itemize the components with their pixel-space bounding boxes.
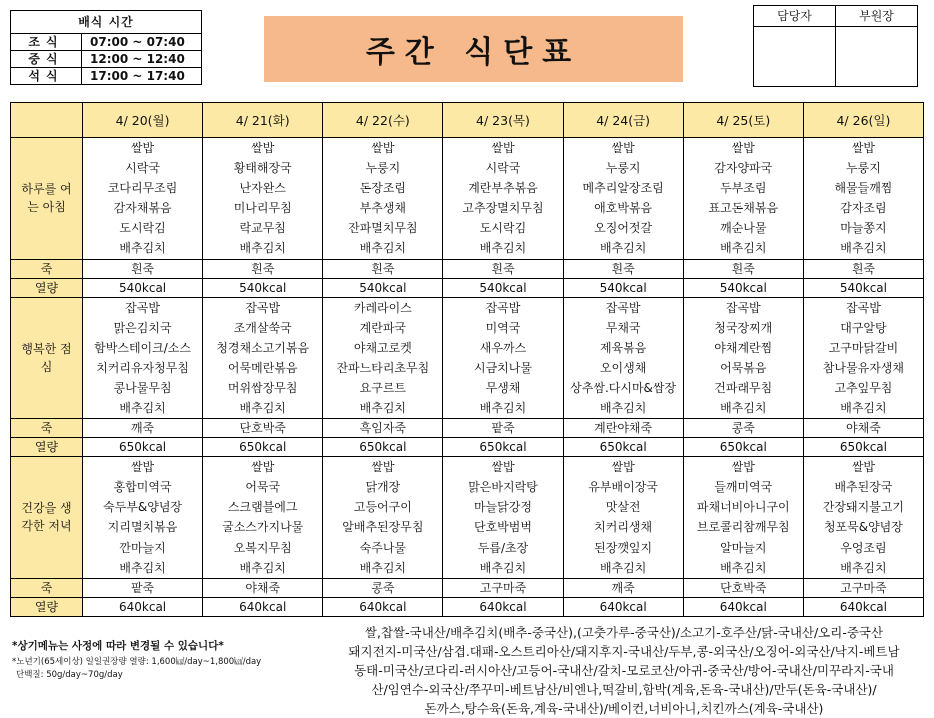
meal-day-cell (443, 457, 563, 579)
menu-item: 배추김치 (239, 401, 286, 416)
nutrition-notes (12, 656, 261, 682)
menu-item: 황태해장국 (233, 161, 292, 176)
menu-item: 배추된장국 (834, 480, 893, 495)
menu-item: 새우까스 (479, 340, 527, 355)
menu-item: 쌀밥 (611, 460, 635, 475)
menu-item: 배추김치 (359, 241, 407, 256)
approval-director-sign-area[interactable] (836, 27, 917, 86)
meal-day-cell (203, 457, 323, 579)
menu-item: 배추김치 (359, 560, 407, 575)
origin-line: 쌀,찹쌀-국내산/배추김치(배추-중국산),(고춧가루-중국산)/소고기-호주산/닭-국내산/오리-중국산 (364, 625, 884, 640)
menu-item: 도시락김 (479, 221, 527, 236)
menu-item: 쌀밥 (851, 141, 876, 155)
porridge-cell: 깨죽 (83, 419, 203, 438)
menu-item: 쌀밥 (130, 460, 155, 475)
day-header: 4/ 20(월) (83, 103, 203, 138)
menu-item: 배추김치 (479, 401, 527, 416)
origin-line: 돼지전지-미국산/삼겹.대패-오스트리아산/돼지후지-국내산/두부,콩-외국산/오징어-외국산/낙지-베트남 (348, 644, 900, 659)
calorie-cell: 540kcal (683, 278, 803, 297)
calorie-cell: 650kcal (563, 438, 683, 457)
menu-item: 오징어젓갈 (594, 221, 653, 236)
menu-item: 미역국 (485, 320, 521, 335)
calorie-label: 열량 (11, 278, 83, 297)
porridge-label: 죽 (11, 259, 83, 278)
menu-item: 표고돈채볶음 (708, 201, 779, 216)
calorie-cell: 540kcal (83, 278, 203, 297)
menu-item: 쌀밥 (611, 141, 635, 155)
menu-item: 쌀밥 (491, 141, 515, 155)
menu-item: 계란부추볶음 (468, 181, 538, 196)
approval-column-director (835, 6, 917, 86)
menu-item: 오이생채 (599, 360, 647, 375)
origin-line: 동태-미국산/코다리-러시아산/고등어-국내산/갈치-모로코산/아귀-중국산/방어-국내산/미꾸라지-국내 (354, 663, 894, 678)
menu-item: 함박스테이크/소스 (94, 340, 191, 355)
porridge-cell: 야채죽 (803, 419, 923, 438)
lunch-label: 중식 (11, 51, 82, 67)
menu-item: 간장돼지불고기 (822, 500, 904, 515)
porridge-cell: 흰죽 (203, 259, 323, 278)
meal-day-cell (83, 138, 203, 260)
menu-item: 배추김치 (359, 401, 407, 416)
porridge-cell: 팥죽 (443, 419, 563, 438)
menu-item: 야채계란찜 (714, 340, 773, 355)
meal-row (11, 457, 924, 579)
calorie-cell: 650kcal (803, 438, 923, 457)
menu-item: 시락국 (485, 161, 521, 176)
menu-item: 잡곡밥 (245, 300, 281, 315)
porridge-label: 죽 (11, 578, 83, 597)
serving-time-box (10, 10, 202, 85)
menu-item: 마늘쫑지 (840, 221, 887, 236)
menu-item: 조개살쑥국 (233, 320, 292, 335)
menu-item: 두릅/초장 (477, 540, 529, 555)
meal-day-cell (563, 138, 683, 260)
meal-label: 하루를 여는 아침 (11, 138, 83, 260)
calorie-cell: 540kcal (803, 278, 923, 297)
meal-row (11, 297, 924, 419)
calorie-label: 열량 (11, 597, 83, 616)
menu-item: 숙주나물 (359, 540, 407, 555)
calorie-cell: 640kcal (803, 597, 923, 616)
menu-item: 쌀밥 (851, 460, 876, 475)
menu-item: 도시락김 (119, 221, 166, 236)
menu-item: 배추김치 (720, 241, 767, 256)
menu-item: 쌀밥 (491, 460, 515, 475)
porridge-cell: 단호박죽 (203, 419, 323, 438)
calorie-cell: 540kcal (443, 278, 563, 297)
meal-day-cell (443, 138, 563, 260)
approval-staff-label: 담당자 (754, 6, 835, 27)
menu-item: 청국장찌개 (714, 320, 773, 335)
menu-item: 마늘닭강정 (474, 500, 532, 515)
menu-item: 어묵국 (245, 480, 281, 495)
origin-line: 돈까스,탕수육(돈육,계육-국내산)/베이컨,너비아니,치킨까스(계육-국내산) (424, 701, 824, 716)
menu-item: 들깨미역국 (714, 480, 773, 495)
lunch-time: 12:00 ~ 12:40 (90, 52, 185, 66)
calorie-row (11, 597, 924, 616)
meal-day-cell (683, 297, 803, 419)
menu-item: 돈장조림 (359, 181, 407, 196)
menu-item: 홍합미역국 (113, 480, 172, 495)
menu-item: 감자채볶음 (113, 201, 172, 216)
menu-item: 쌀밥 (731, 460, 755, 475)
menu-item: 맛살전 (605, 500, 641, 515)
menu-item: 야채고로켓 (353, 340, 412, 355)
dinner-time: 17:00 ~ 17:40 (90, 69, 185, 83)
calorie-cell: 650kcal (443, 438, 563, 457)
menu-item: 배추김치 (119, 241, 166, 256)
menu-item: 단호박범벅 (474, 520, 532, 535)
meal-day-cell (563, 457, 683, 579)
calorie-row (11, 438, 924, 457)
menu-item: 누룽지 (365, 161, 401, 176)
menu-item: 누룽지 (846, 161, 881, 176)
menu-item: 배추김치 (479, 560, 527, 575)
menu-item: 치커리생채 (594, 520, 653, 535)
menu-item: 어묵메란볶음 (227, 360, 298, 375)
porridge-cell: 콩죽 (683, 419, 803, 438)
menu-item: 배추김치 (599, 401, 647, 416)
menu-item: 코다리무조림 (107, 181, 178, 196)
origin-info (328, 623, 920, 718)
menu-item: 애호박볶음 (594, 201, 653, 216)
menu-item: 배추김치 (239, 560, 286, 575)
menu-item: 우엉조림 (840, 540, 887, 555)
meal-day-cell (803, 297, 923, 419)
menu-item: 쌀밥 (251, 460, 275, 475)
menu-item: 브로콜리참깨무침 (696, 520, 790, 535)
menu-item: 배추김치 (599, 241, 647, 256)
menu-item: 배추김치 (840, 401, 887, 416)
menu-item: 잔파멸치무침 (348, 221, 418, 236)
serving-time-title: 배식 시간 (11, 11, 201, 34)
menu-item: 누룽지 (605, 161, 641, 176)
meal-day-cell (203, 138, 323, 260)
menu-item: 시락국 (125, 161, 160, 176)
menu-item: 고구마닭갈비 (828, 340, 899, 355)
menu-item: 카레라이스 (353, 300, 412, 315)
menu-table-body (11, 103, 924, 617)
dinner-time-row (11, 67, 201, 84)
menu-item: 감자양파국 (714, 161, 773, 176)
calorie-cell: 640kcal (683, 597, 803, 616)
meal-day-cell (323, 297, 443, 419)
calorie-cell: 540kcal (563, 278, 683, 297)
menu-item: 닭개장 (365, 480, 401, 495)
menu-item: 메추리알장조림 (582, 181, 664, 196)
menu-item: 쌀밥 (731, 141, 755, 155)
porridge-cell: 흰죽 (803, 259, 923, 278)
menu-item: 쌀밥 (130, 141, 155, 155)
menu-item: 배추김치 (840, 560, 887, 575)
menu-item: 잡곡밥 (485, 300, 521, 315)
menu-item: 스크램블에그 (227, 500, 298, 515)
menu-item: 배추김치 (239, 241, 286, 256)
meal-day-cell (443, 297, 563, 419)
menu-item: 미나리무침 (233, 201, 292, 216)
day-header: 4/ 26(일) (803, 103, 923, 138)
menu-item: 난자완스 (239, 181, 286, 196)
menu-item: 파채너비아니구이 (696, 500, 790, 515)
approval-column-staff (754, 6, 835, 86)
menu-item: 콩나물무침 (113, 380, 172, 395)
porridge-label: 죽 (11, 419, 83, 438)
menu-item: 배추김치 (720, 560, 767, 575)
menu-item: 계란파국 (359, 320, 407, 335)
menu-item: 두부조림 (720, 181, 767, 196)
meal-day-cell (803, 457, 923, 579)
porridge-cell: 고구마죽 (443, 578, 563, 597)
menu-item: 잡곡밥 (846, 300, 881, 315)
calorie-cell: 650kcal (203, 438, 323, 457)
menu-item: 부추생채 (359, 201, 407, 216)
meal-day-cell (323, 138, 443, 260)
porridge-cell: 흰죽 (443, 259, 563, 278)
menu-item: 알마늘지 (720, 540, 767, 555)
menu-item: 깨순나물 (720, 221, 767, 236)
menu-item: 깐마늘지 (119, 540, 166, 555)
menu-item: 배추김치 (119, 560, 166, 575)
menu-item: 알배추된장무침 (342, 520, 424, 535)
menu-item: 청포묵&양념장 (823, 520, 903, 535)
day-header: 4/ 25(토) (683, 103, 803, 138)
menu-item: 배추김치 (720, 401, 767, 416)
porridge-row (11, 259, 924, 278)
menu-item: 맑은바지락탕 (468, 480, 538, 495)
menu-item: 쌀밥 (371, 460, 395, 475)
day-header: 4/ 24(금) (563, 103, 683, 138)
calorie-cell: 650kcal (323, 438, 443, 457)
porridge-cell: 깨죽 (563, 578, 683, 597)
breakfast-label: 조식 (11, 34, 82, 50)
weekly-menu-table (10, 102, 924, 617)
meal-day-cell (203, 297, 323, 419)
menu-item: 대구알탕 (840, 320, 887, 335)
porridge-cell: 흰죽 (683, 259, 803, 278)
menu-item: 시금치나물 (474, 360, 532, 375)
calorie-label: 열량 (11, 438, 83, 457)
day-header-row (11, 103, 924, 138)
menu-item: 잡곡밥 (605, 300, 641, 315)
meal-day-cell (323, 457, 443, 579)
porridge-cell: 계란야채죽 (563, 419, 683, 438)
menu-item: 배추김치 (599, 560, 647, 575)
menu-item: 유부배이장국 (588, 480, 658, 495)
menu-item: 오복지무침 (233, 540, 292, 555)
day-header: 4/ 21(화) (203, 103, 323, 138)
meal-day-cell (803, 138, 923, 260)
menu-item: 상추쌈.다시마&쌈장 (570, 380, 677, 395)
change-notice: *상기메뉴는 사정에 따라 변경될 수 있습니다* (12, 640, 224, 652)
porridge-cell: 흰죽 (563, 259, 683, 278)
menu-item: 지리멸치볶음 (107, 520, 178, 535)
porridge-cell: 흰죽 (323, 259, 443, 278)
calorie-cell: 640kcal (563, 597, 683, 616)
menu-item: 숙두부&양념장 (103, 500, 183, 515)
menu-item: 건파래무침 (714, 380, 773, 395)
approval-staff-sign-area[interactable] (754, 27, 835, 86)
porridge-cell: 흑임자죽 (323, 419, 443, 438)
menu-item: 배추김치 (119, 401, 166, 416)
page-title: 주간 식단표 (264, 16, 683, 82)
menu-item: 락교무침 (239, 221, 286, 236)
calorie-cell: 640kcal (203, 597, 323, 616)
menu-item: 청경채소고기볶음 (216, 340, 310, 355)
nutrition-protein-note: 단백질: 50g/day~70g/day (16, 670, 123, 680)
calorie-cell: 640kcal (83, 597, 203, 616)
menu-item: 고등어구이 (353, 500, 412, 515)
calorie-cell: 640kcal (443, 597, 563, 616)
porridge-cell: 야채죽 (203, 578, 323, 597)
meal-label: 행복한 점심 (11, 297, 83, 419)
menu-item: 굴소스가지나물 (222, 520, 304, 535)
day-header: 4/ 23(목) (443, 103, 563, 138)
menu-item: 머위쌈장무침 (227, 380, 298, 395)
menu-item: 어묵볶음 (720, 360, 767, 375)
day-header: 4/ 22(수) (323, 103, 443, 138)
dinner-label: 석식 (11, 68, 82, 84)
porridge-cell: 고구마죽 (803, 578, 923, 597)
origin-line: 산/임연수-외국산/쭈꾸미-베트남산/비엔나,떡갈비,함박(계육,돈육-국내산)/만두(돈육-국내산)/ (371, 682, 877, 697)
menu-item: 참나물유자생채 (822, 360, 904, 375)
porridge-cell: 콩죽 (323, 578, 443, 597)
menu-item: 고추잎무침 (834, 380, 893, 395)
lunch-time-row (11, 50, 201, 67)
menu-item: 고추장멸치무침 (462, 201, 544, 216)
menu-item: 맑은김치국 (113, 320, 172, 335)
breakfast-time: 07:00 ~ 07:40 (90, 35, 185, 49)
menu-item: 쌀밥 (251, 141, 275, 155)
menu-item: 무채국 (605, 320, 641, 335)
menu-item: 해물들깨찜 (834, 181, 893, 196)
approval-box (753, 5, 918, 87)
menu-item: 배추김치 (479, 241, 527, 256)
meal-day-cell (563, 297, 683, 419)
porridge-row (11, 578, 924, 597)
calorie-row (11, 278, 924, 297)
menu-item: 치커리유자청무침 (96, 360, 189, 375)
calorie-cell: 540kcal (323, 278, 443, 297)
calorie-cell: 540kcal (203, 278, 323, 297)
meal-day-cell (683, 138, 803, 260)
menu-item: 잔파느타리초무침 (336, 360, 430, 375)
calorie-cell: 640kcal (323, 597, 443, 616)
breakfast-time-row (11, 34, 201, 50)
calorie-cell: 650kcal (83, 438, 203, 457)
meal-day-cell (683, 457, 803, 579)
meal-row (11, 138, 924, 260)
menu-item: 배추김치 (840, 241, 887, 256)
nutrition-energy-note: *노년기(65세이상) 일일권장량 열량: 1,600㎉/day~1,800㎉/day (12, 657, 262, 667)
menu-item: 제육볶음 (599, 340, 647, 355)
header-corner-cell (11, 103, 83, 138)
meal-day-cell (83, 297, 203, 419)
menu-item: 잡곡밥 (725, 300, 761, 315)
menu-item: 된장깻잎지 (594, 540, 653, 555)
calorie-cell: 650kcal (683, 438, 803, 457)
meal-day-cell (83, 457, 203, 579)
menu-item: 요구르트 (359, 380, 407, 395)
menu-item: 잡곡밥 (125, 300, 160, 315)
menu-item: 쌀밥 (371, 141, 395, 155)
approval-director-label: 부원장 (836, 6, 917, 27)
meal-label: 건강을 생각한 저녁 (11, 457, 83, 579)
porridge-cell: 흰죽 (83, 259, 203, 278)
porridge-row (11, 419, 924, 438)
porridge-cell: 단호박죽 (683, 578, 803, 597)
menu-item: 무생채 (485, 380, 521, 395)
porridge-cell: 팥죽 (83, 578, 203, 597)
menu-item: 감자조림 (840, 201, 887, 216)
